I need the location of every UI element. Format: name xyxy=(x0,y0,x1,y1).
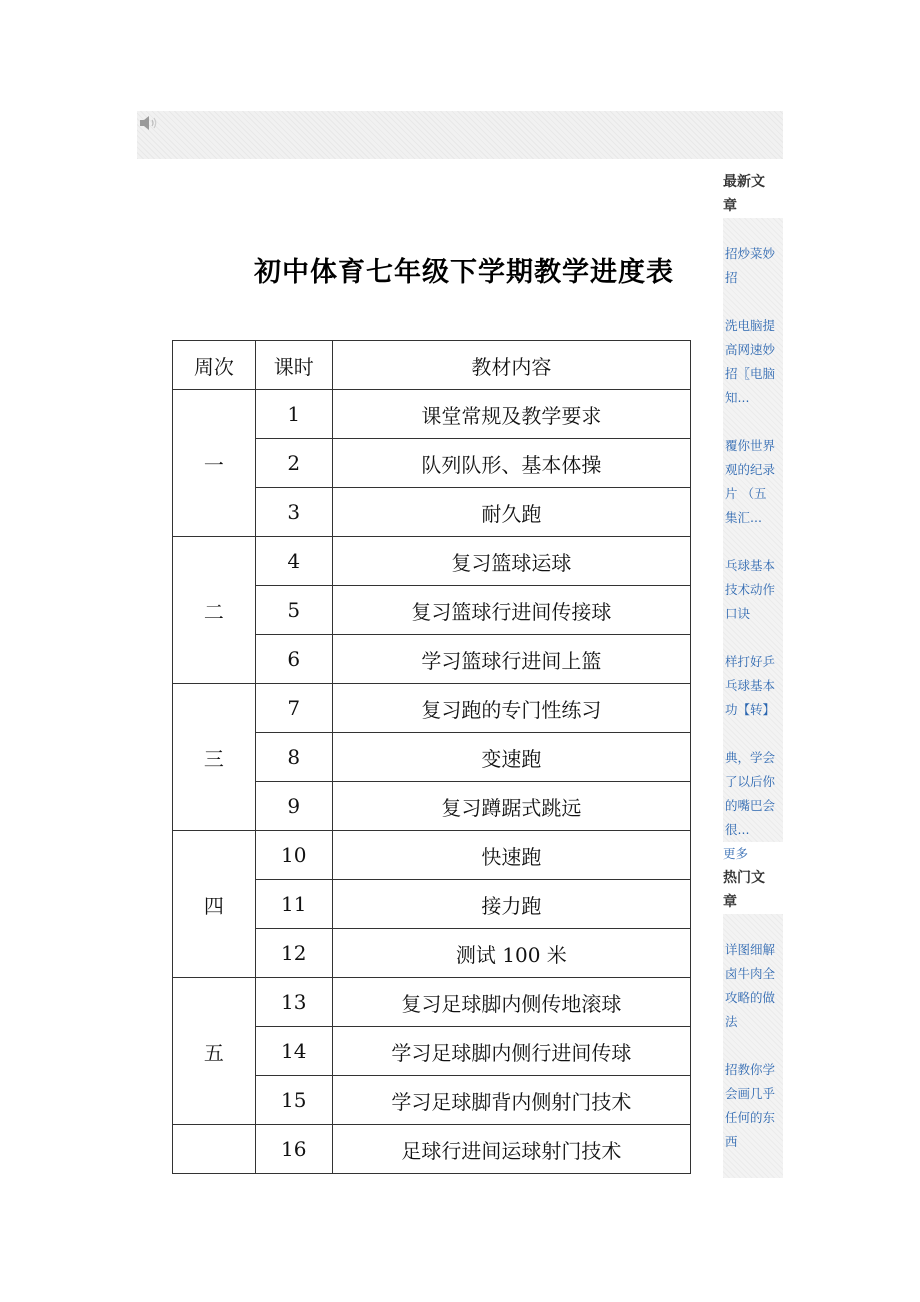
article-link-line: 招〖电脑 xyxy=(725,366,776,381)
week-cell: 四 xyxy=(173,831,256,978)
article-link-line: 卤牛肉全 xyxy=(725,966,776,981)
article-link-line: 了以后你 xyxy=(725,774,776,789)
article-link-line: 乓球基本 xyxy=(725,558,776,573)
article-link-line: 很... xyxy=(725,822,750,837)
lesson-content-cell: 学习足球脚内侧行进间传球 xyxy=(332,1027,690,1076)
article-link-line: 任何的东 xyxy=(725,1110,776,1125)
article-link-line: 的嘴巴会 xyxy=(725,798,776,813)
lesson-content-cell: 变速跑 xyxy=(332,733,690,782)
lesson-content-cell: 足球行进间运球射门技术 xyxy=(332,1125,690,1174)
lesson-number-cell: 6 xyxy=(255,635,332,684)
article-link-line: 覆你世界 xyxy=(725,438,776,453)
lesson-content-cell: 学习足球脚背内侧射门技术 xyxy=(332,1076,690,1125)
hot-articles-heading: 热门文 章 xyxy=(723,866,783,914)
page-title: 初中体育七年级下学期教学进度表 xyxy=(254,257,674,288)
article-link-line: 片 （五 xyxy=(725,486,767,501)
article-link-line: 招炒菜妙 xyxy=(725,246,776,261)
lesson-content-cell: 测试 100 米 xyxy=(332,929,690,978)
sidebar xyxy=(723,170,783,1178)
hot-articles-list xyxy=(723,914,783,1178)
table-row xyxy=(173,831,691,880)
article-link-line: 详图细解 xyxy=(725,942,776,957)
table-row xyxy=(173,684,691,733)
lesson-number-cell: 13 xyxy=(255,978,332,1027)
week-cell: 一 xyxy=(173,390,256,537)
article-link-line: 高网速妙 xyxy=(725,342,776,357)
speaker-icon[interactable] xyxy=(138,114,160,132)
week-cell: 二 xyxy=(173,537,256,684)
lesson-number-cell: 1 xyxy=(255,390,332,439)
lesson-number-cell: 11 xyxy=(255,880,332,929)
latest-article-link[interactable] xyxy=(725,746,781,842)
hot-article-link[interactable] xyxy=(725,1058,781,1154)
table-header-cell: 课时 xyxy=(255,341,332,390)
table-row xyxy=(173,978,691,1027)
article-link-line: 西 xyxy=(725,1134,738,1149)
week-cell xyxy=(173,1125,256,1174)
lesson-number-cell: 2 xyxy=(255,439,332,488)
lesson-number-cell: 5 xyxy=(255,586,332,635)
latest-article-link[interactable] xyxy=(725,650,781,722)
lesson-number-cell: 12 xyxy=(255,929,332,978)
table-row xyxy=(173,1125,691,1174)
article-link-line: 样打好乒 xyxy=(725,654,776,669)
article-link-line: 招 xyxy=(725,270,738,285)
table-row xyxy=(173,537,691,586)
lesson-content-cell: 快速跑 xyxy=(332,831,690,880)
latest-article-link[interactable] xyxy=(725,314,781,410)
lesson-content-cell: 课堂常规及教学要求 xyxy=(332,390,690,439)
table-row xyxy=(173,390,691,439)
lesson-content-cell: 复习蹲踞式跳远 xyxy=(332,782,690,831)
lesson-content-cell: 复习足球脚内侧传地滚球 xyxy=(332,978,690,1027)
lesson-content-cell: 队列队形、基本体操 xyxy=(332,439,690,488)
article-link-line: 集汇... xyxy=(725,510,762,525)
table-header-cell: 教材内容 xyxy=(332,341,690,390)
table-header-cell: 周次 xyxy=(173,341,256,390)
lesson-number-cell: 14 xyxy=(255,1027,332,1076)
latest-article-link[interactable] xyxy=(725,434,781,530)
latest-articles-heading: 最新文 章 xyxy=(723,170,783,218)
lesson-content-cell: 耐久跑 xyxy=(332,488,690,537)
article-link-line: 乓球基本 xyxy=(725,678,776,693)
hot-article-link[interactable] xyxy=(725,938,781,1034)
article-link-line: 知... xyxy=(725,390,750,405)
lesson-number-cell: 3 xyxy=(255,488,332,537)
lesson-number-cell: 8 xyxy=(255,733,332,782)
lesson-number-cell: 15 xyxy=(255,1076,332,1125)
article-link-line: 技术动作 xyxy=(725,582,776,597)
latest-articles-list xyxy=(723,218,783,842)
article-link-line: 法 xyxy=(725,1014,738,1029)
lesson-content-cell: 复习篮球行进间传接球 xyxy=(332,586,690,635)
lesson-content-cell: 复习跑的专门性练习 xyxy=(332,684,690,733)
article-link-line: 功【转】 xyxy=(725,702,776,717)
article-link-line: 招教你学 xyxy=(725,1062,776,1077)
table-header-row xyxy=(173,341,691,390)
audio-player-bar xyxy=(137,111,783,159)
article-link-line: 典，学会 xyxy=(725,750,776,765)
article-link-line: 口诀 xyxy=(725,606,751,621)
lesson-number-cell: 7 xyxy=(255,684,332,733)
article-link-line: 洗电脑提 xyxy=(725,318,776,333)
lesson-content-cell: 复习篮球运球 xyxy=(332,537,690,586)
lesson-number-cell: 16 xyxy=(255,1125,332,1174)
latest-article-link[interactable] xyxy=(725,554,781,626)
lesson-number-cell: 4 xyxy=(255,537,332,586)
lesson-number-cell: 10 xyxy=(255,831,332,880)
article-link-line: 观的纪录 xyxy=(725,462,776,477)
article-link-line: 会画几乎 xyxy=(725,1086,776,1101)
schedule-table xyxy=(172,340,691,1174)
lesson-content-cell: 学习篮球行进间上篮 xyxy=(332,635,690,684)
week-cell: 五 xyxy=(173,978,256,1125)
latest-article-link[interactable] xyxy=(725,242,781,290)
more-link[interactable]: 更多 xyxy=(723,842,783,866)
week-cell: 三 xyxy=(173,684,256,831)
lesson-number-cell: 9 xyxy=(255,782,332,831)
article-link-line: 攻略的做 xyxy=(725,990,776,1005)
lesson-content-cell: 接力跑 xyxy=(332,880,690,929)
